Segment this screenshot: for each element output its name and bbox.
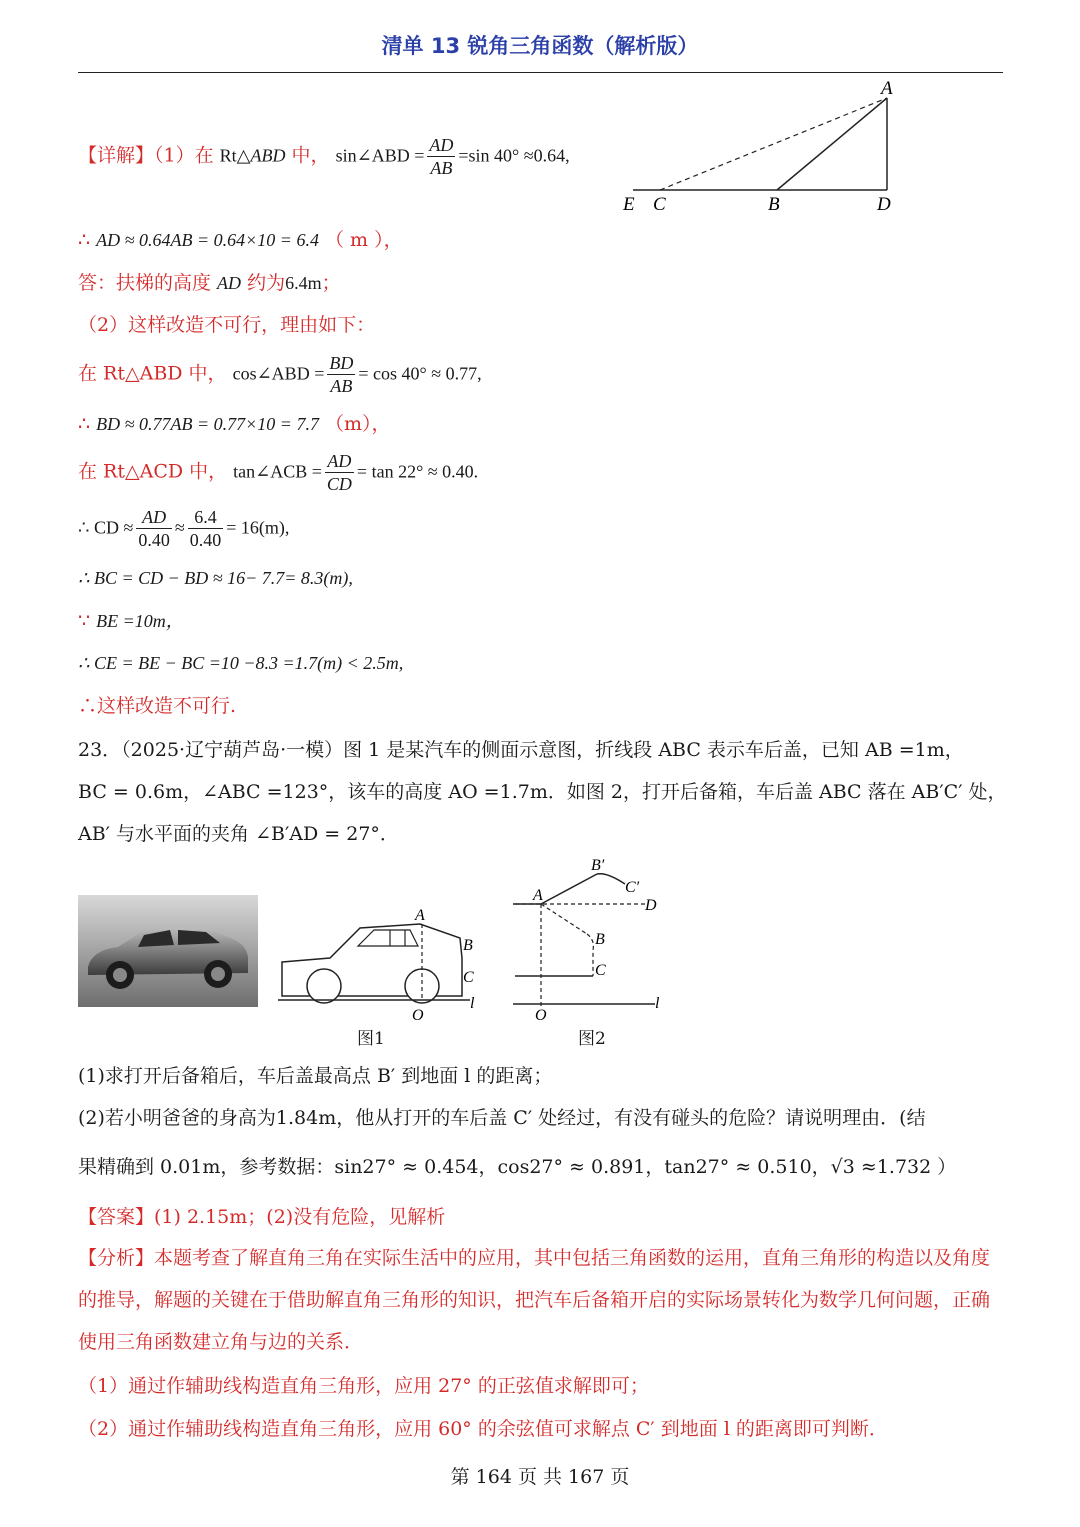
figure-2-caption: 图2 (578, 1029, 606, 1049)
label-c: C (653, 194, 666, 215)
analysis-point-2: （2）通过作辅助线构造直角三角形，应用 60° 的余弦值可求解点 C′ 到地面 l 的距离即可判断． (78, 1418, 888, 1440)
fraction-64-040: $\frac{6.4}{0.40}$ (189, 507, 222, 550)
subquestion-2: (2)若小明爸爸的身高为1.84m，他从打开的车后盖 C′ 处经过，有没有碰头的危险？请说明理由．(结 (78, 1107, 926, 1129)
answer-line-1: 答：扶梯的高度 AD 约为6.4m； (78, 272, 341, 294)
fig2-label-o: O (535, 1007, 547, 1024)
fig1-label-a: A (415, 907, 425, 924)
label-d: D (877, 194, 891, 215)
ce-line: ∴ CE = BE − BC =10 −8.3 =1.7(m) < 2.5m, (78, 653, 404, 673)
fig2-label-b-prime: B′ (591, 858, 605, 874)
fig1-label-l: l (470, 995, 475, 1012)
fraction-bd-ab: $\frac{BD}{AB}$ (329, 353, 354, 396)
subquestion-2-cont: 果精确到 0.01m，参考数据：sin27° ≈ 0.454，cos27° ≈ 0.891，tan27° ≈ 0.510，√3 ≈1.732 ） (78, 1156, 957, 1178)
q23-line-2: BC = 0.6m，∠ABC =123°，该车的高度 AO =1.7m．如图 2，打开后备箱，车后盖 ABC 落在 AB′C′ 处， (78, 781, 1007, 803)
fraction-ad-ab: $\frac{AD}{AB}$ (429, 135, 454, 178)
fraction-ad-cd: $\frac{AD}{CD}$ (326, 451, 352, 494)
ad-result-line: ∴ AD ≈ 0.64AB = 0.64×10 = 6.4 （ m ）， (78, 229, 403, 251)
label-a: A (881, 78, 893, 99)
part2-heading: （2）这样改造不可行，理由如下： (78, 314, 376, 336)
fig1-label-c: C (463, 969, 474, 986)
analysis-paragraph: 【分析】本题考查了解直角三角在实际生活中的应用，其中包括三角函数的运用，直角三角形的构造以及角度的推导，解题的关键在于借助解直角三角形的知识，把汽车后备箱开启的实际场景转化为数学几何问题，正确使用三角函数建立角与边的关系． (78, 1247, 991, 1353)
answer-tag: 【答案】 (78, 1206, 155, 1228)
label-e: E (623, 194, 635, 215)
fig1-label-b: B (463, 937, 473, 954)
label-b: B (768, 194, 780, 215)
analysis-tag: 【分析】 (78, 1247, 155, 1269)
analysis-point-1: （1）通过作辅助线构造直角三角形，应用 27° 的正弦值求解即可； (78, 1375, 649, 1397)
detail-tag: 【详解】 (78, 144, 155, 167)
fig2-label-d: D (645, 897, 657, 914)
cos-line: 在 Rt△ABD 中， cos∠ABD = $\frac{BD}{AB}$ = cos 40° ≈ 0.77, (78, 353, 482, 396)
detail-line-1: 【详解】（1）在 Rt△ABD 中， sin∠ABD = $\frac{AD}{AB}$ =sin 40° ≈0.64, (78, 135, 570, 178)
subquestion-1: (1)求打开后备箱后，车后盖最高点 B′ 到地面 l 的距离； (78, 1065, 553, 1087)
fig2-label-c: C (595, 962, 606, 979)
car-photo (78, 895, 258, 1007)
q23-line-1: 23．（2025·辽宁葫芦岛·一模）图 1 是某汽车的侧面示意图，折线段 ABC 表示车后盖，已知 AB =1m， (78, 739, 964, 761)
bd-result-line: ∴ BD ≈ 0.77AB = 0.77×10 = 7.7 （m）， (78, 413, 391, 435)
fig2-label-l: l (655, 995, 660, 1012)
cd-line: ∴ CD ≈ $\frac{AD}{0.40}$ ≈ $\frac{6.4}{0.40}$ = 16(m), (78, 507, 290, 550)
triangle-diagram-abd (615, 78, 915, 218)
header-rule (78, 72, 1003, 73)
figure-1-caption: 图1 (357, 1029, 385, 1049)
be-line: ∵ BE =10m， (78, 610, 184, 632)
page-header-title: 清单 13 锐角三角函数（解析版） (381, 34, 699, 58)
fig2-label-a: A (533, 887, 543, 904)
fig2-label-c-prime: C′ (625, 879, 640, 896)
figure-2-trunk-diagram (505, 858, 685, 1028)
bc-line: ∴ BC = CD − BD ≈ 16− 7.7= 8.3(m), (78, 568, 353, 588)
q23-line-3: AB′ 与水平面的夹角 ∠B′AD = 27°． (78, 823, 399, 845)
tan-line: 在 Rt△ACD 中， tan∠ACB = $\frac{AD}{CD}$ = tan 22° ≈ 0.40. (78, 451, 479, 494)
fig1-label-o: O (412, 1007, 424, 1024)
page-footer: 第 164 页 共 167 页 (450, 1466, 630, 1488)
conclusion-line: ∴这样改造不可行. (78, 695, 237, 717)
figure-1-car-schematic (270, 900, 490, 1030)
answer-line: 【答案】(1) 2.15m；(2)没有危险，见解析 (78, 1206, 446, 1228)
fig2-label-b: B (595, 931, 605, 948)
fraction-ad-040: $\frac{AD}{0.40}$ (138, 507, 170, 550)
